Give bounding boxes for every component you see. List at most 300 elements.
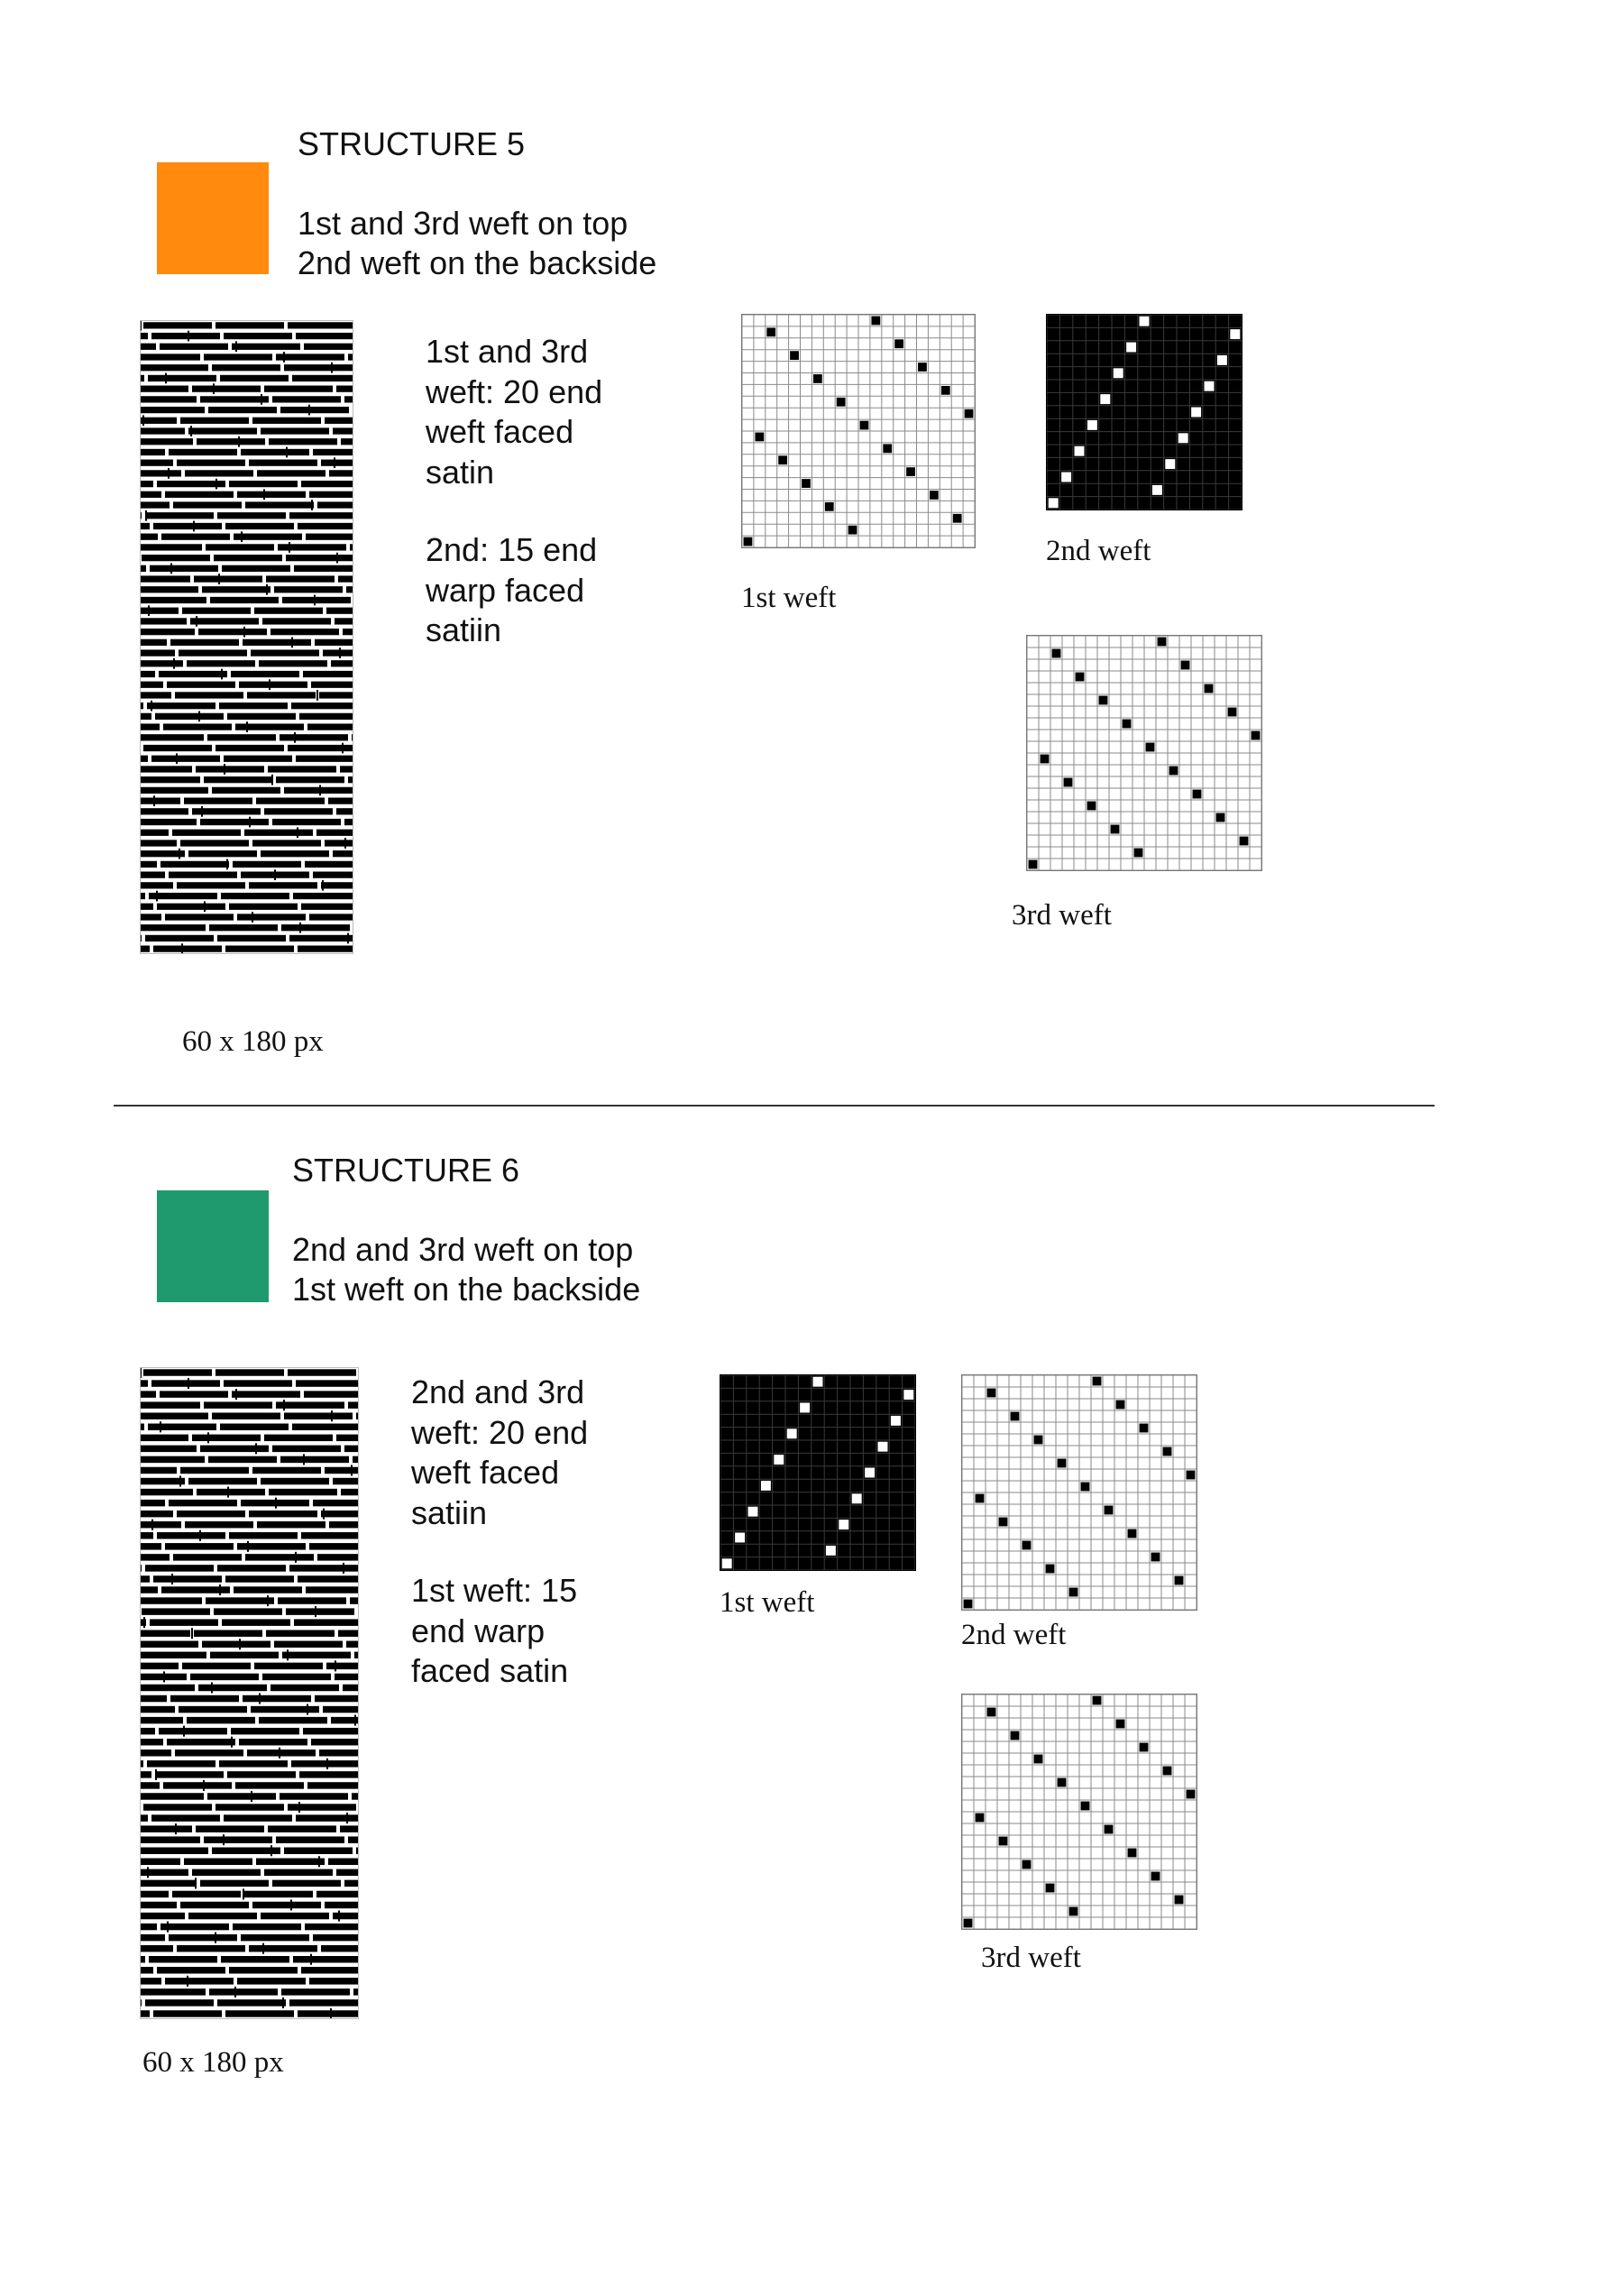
structure-6-simulation-weft-float [140,1988,206,1995]
structure-5-grid-2-background [1047,315,1242,510]
structure-6-simulation-weft-float [160,1924,229,1930]
structure-6-grid-1-interlacing-point [813,1377,823,1387]
structure-5-simulation-binding-tick [344,838,346,849]
structure-6-grid-3-interlacing-point [1163,1767,1172,1776]
structure-6-simulation-binding-tick [346,1813,348,1823]
structure-5-simulation-weft-float [344,396,353,402]
structure-5-simulation-binding-tick [314,595,316,606]
structure-5-simulation-binding-tick [297,827,298,838]
structure-6-simulation-weft-float [172,1891,241,1897]
structure-6-simulation-weft-float [321,1945,359,1952]
structure-5-simulation-weft-float [237,491,306,498]
structure-5-simulation-weft-float [268,766,336,772]
structure-5-simulation-weft-float [169,871,237,877]
structure-5-simulation-weft-float [140,766,192,772]
structure-5-simulation-weft-float [140,924,206,931]
structure-6-grid-2-interlacing-point [1140,1424,1149,1433]
structure-5-simulation-weft-float [140,787,208,794]
structure-5-simulation-weft-float [252,840,321,846]
structure-5-simulation-weft-float [335,618,353,624]
structure-6-simulation-weft-float [140,1489,193,1495]
structure-5-grid-3-interlacing-point [1169,767,1178,776]
structure-6-simulation-weft-float [251,1706,319,1713]
structure-5-simulation-weft-float [204,354,272,360]
structure-6-simulation-binding-tick [163,1671,165,1682]
structure-6-simulation-weft-float [140,1717,183,1723]
structure-5-simulation-weft-float [329,470,353,476]
structure-6-simulation-weft-float [261,1913,329,1919]
structure-6-simulation-binding-tick [203,1780,205,1791]
structure-5-grid-2-interlacing-point [1087,420,1097,430]
structure-6-simulation-binding-tick [318,1856,320,1867]
structure-5-simulation-weft-float [340,766,353,772]
structure-6-simulation-binding-tick [160,1421,161,1432]
structure-6-simulation-binding-tick [298,1802,300,1813]
structure-6-grid-3-interlacing-point [1175,1896,1184,1905]
structure-5-simulation-weft-float [293,893,353,899]
structure-6-simulation-weft-float [303,1728,359,1734]
structure-6-simulation-weft-float [289,1999,358,2006]
structure-6-simulation-weft-float [239,1739,307,1745]
structure-5-simulation-binding-tick [286,447,288,458]
structure-6-simulation-binding-tick [330,2008,332,2019]
structure-6-grid-1-interlacing-point [748,1507,758,1517]
structure-6-simulation-binding-tick [270,1845,272,1856]
structure-6-simulation-binding-tick [219,1584,221,1595]
structure-6-simulation-weft-float [243,1695,311,1702]
structure-6-simulation-weft-float [210,1652,279,1658]
structure-5-simulation-binding-tick [151,701,152,712]
structure-6-simulation-weft-float [288,1369,356,1375]
structure-5-simulation-weft-float [153,523,222,529]
structure-6-simulation-weft-float [187,1717,255,1723]
structure-5-simulation-weft-float [280,407,349,413]
structure-5-simulation-weft-float [299,713,353,720]
structure-6-simulation-binding-tick [188,1378,189,1389]
structure-6-simulation-weft-float [140,1543,161,1549]
structure-6-simulation-weft-float [333,1478,359,1484]
structure-6-simulation-weft-float [219,1760,288,1767]
structure-5-simulation-weft-float [179,649,247,656]
structure-6-simulation-binding-tick [183,1726,185,1737]
structure-5-simulation-weft-float [333,850,353,857]
structure-5-grid-1-interlacing-point [802,479,811,488]
structure-5-simulation-binding-tick [173,658,175,669]
structure-5-simulation-weft-float [140,682,163,688]
structure-5-simulation-binding-tick [319,785,321,796]
structure-6-simulation-weft-float [288,1804,356,1810]
structure-5-simulation-weft-float [220,375,289,381]
structure-6-simulation-weft-float [317,1554,359,1560]
structure-6-simulation-weft-float [280,1456,349,1463]
structure-6-grid-3-interlacing-point [1105,1825,1114,1834]
structure-5-simulation-weft-float [140,797,180,804]
structure-5-grid-2-interlacing-point [1075,446,1085,456]
structure-6-simulation-weft-float [200,1446,269,1452]
structure-5-simulation-weft-float [140,882,173,888]
structure-6-simulation-weft-float [225,1575,294,1582]
structure-6-simulation-binding-tick [343,1563,344,1574]
structure-6-simulation-weft-float [175,1750,243,1756]
structure-5-grid-3-interlacing-point [1052,649,1061,658]
structure-6-simulation-weft-float [292,1424,359,1430]
structure-5-simulation-binding-tick [274,869,276,880]
structure-6-simulation-weft-float [151,1380,220,1386]
structure-6-simulation-weft-float [206,1597,274,1603]
structure-5-simulation-weft-float [336,808,353,814]
structure-6-simulation-weft-float [280,1793,348,1799]
structure-5-simulation-binding-tick [311,500,313,510]
structure-6-simulation-weft-float [142,1608,210,1614]
structure-5-simulation-weft-float [165,914,234,920]
structure-6-simulation-weft-float [140,1478,185,1484]
structure-6-simulation-binding-tick [187,1976,188,1987]
structure-5-simulation-weft-float [264,808,333,814]
structure-5-simulation-weft-float [317,501,353,508]
structure-5-simulation-weft-float [165,491,234,498]
structure-6-simulation-weft-float [167,1739,235,1745]
structure-5-simulation-weft-float [225,946,294,952]
structure-6-simulation-weft-float [293,1956,359,1962]
structure-5-simulation-weft-float [140,491,161,498]
structure-6-simulation-weft-float [208,1456,277,1463]
structure-5-simulation-weft-float [245,501,314,508]
structure-6-simulation-binding-tick [199,1530,201,1541]
structure-5-simulation-binding-tick [283,352,285,363]
structure-6-simulation-binding-tick [282,1998,284,2008]
structure-6-simulation-weft-float [140,2010,150,2016]
structure-6-simulation-weft-float [192,1435,261,1441]
structure-6-simulation-weft-float [140,1652,206,1658]
structure-6-simulation-weft-float [352,1793,359,1799]
structure-5-simulation-weft-float [276,776,344,783]
structure-5-simulation-weft-float [307,723,353,730]
structure-5-simulation-weft-float [262,618,331,624]
structure-6-grid-1-interlacing-point [722,1558,732,1568]
structure-5-simulation-weft-float [280,734,348,740]
structure-5-grid-2-interlacing-point [1178,433,1188,443]
structure-6-simulation-weft-float [198,1685,267,1691]
structure-6-simulation-binding-tick [262,1943,264,1954]
structure-5-simulation-weft-float [140,776,200,783]
structure-6-simulation-weft-float [140,1597,202,1603]
structure-6-simulation-weft-float [233,1924,301,1930]
structure-5-simulation-binding-tick [153,795,155,806]
structure-5-simulation-weft-float [289,935,353,941]
structure-5-simulation-weft-float [143,745,212,751]
structure-6-simulation-weft-float [140,1825,192,1832]
structure-5-simulation-weft-float [180,418,249,424]
structure-5-simulation-binding-tick [221,669,223,680]
structure-6-simulation-weft-float [180,1467,249,1474]
structure-5-simulation-weft-float [140,713,151,720]
structure-6-simulation-binding-tick [287,1649,289,1660]
structure-5-simulation-weft-float [140,470,181,476]
structure-6-simulation-weft-float [264,1435,333,1441]
structure-6-grid-2-interlacing-point [1128,1529,1137,1538]
structure-6-grid-2-interlacing-point [1058,1459,1067,1468]
structure-6-caption-2nd-weft: 2nd weft [961,1619,1067,1651]
structure-5-simulation-weft-float [298,523,353,529]
structure-6-simulation-weft-float [140,1630,190,1636]
structure-6-simulation-weft-float [305,1924,359,1930]
structure-5-grid-1-interlacing-point [848,526,857,535]
structure-5-simulation-binding-tick [243,627,245,638]
structure-5-simulation-weft-float [306,534,353,540]
structure-6-grid-1-interlacing-point [826,1546,836,1556]
structure-5-simulation-background [140,320,353,954]
structure-5-simulation-weft-float [316,830,353,836]
structure-6-simulation-binding-tick [275,1498,277,1509]
structure-6-simulation-weft-float [237,1978,306,1984]
structure-6-simulation-weft-float [282,1652,351,1658]
structure-5-weave-simulation [140,320,353,954]
structure-5-simulation-binding-tick [170,563,172,574]
structure-5-simulation-weft-float [140,734,204,740]
structure-5-simulation-weft-float [187,660,255,666]
structure-5-simulation-binding-tick [181,943,183,954]
structure-5-simulation-weft-float [160,344,228,350]
structure-5-simulation-weft-float [284,787,353,794]
structure-6-simulation-weft-float [311,1739,359,1745]
structure-5-simulation-weft-float [209,924,278,931]
structure-6-simulation-weft-float [301,1967,359,1973]
structure-6-simulation-weft-float [348,1836,359,1842]
structure-6-simulation-binding-tick [283,1400,285,1410]
structure-5-simulation-weft-float [140,660,183,666]
structure-6-simulation-weft-float [147,1760,215,1767]
structure-5-simulation-weft-float [161,534,230,540]
structure-5-simulation-weft-float [234,534,302,540]
section-divider [114,1105,1435,1107]
structure-6-simulation-weft-float [276,1401,344,1408]
structure-5-simulation-weft-float [249,460,317,466]
structure-5-simulation-weft-float [208,407,277,413]
structure-5-simulation-binding-tick [294,732,296,743]
structure-6-grid-2-interlacing-point [1069,1588,1078,1597]
structure-6-simulation-weft-float [140,1586,158,1593]
structure-5-simulation-weft-float [288,322,353,328]
structure-5-simulation-weft-float [321,460,353,466]
structure-6-simulation-binding-tick [247,1541,249,1552]
structure-5-grid-1-interlacing-point [825,502,834,511]
structure-6-simulation-binding-tick [167,1922,169,1933]
structure-5-simulation-weft-float [286,555,353,561]
structure-6-simulation-weft-float [140,1575,150,1582]
structure-5-simulation-binding-tick [176,753,178,764]
structure-6-simulation-weft-float [343,1685,359,1691]
structure-6-grid-3-interlacing-point [1187,1790,1196,1799]
structure-5-simulation-binding-tick [238,436,240,447]
structure-5-grid-3-interlacing-point [1228,708,1237,717]
structure-6-title: STRUCTURE 6 [292,1152,520,1189]
structure-6-grid-1-interlacing-point [839,1520,848,1529]
structure-5-simulation-weft-float [296,333,353,339]
structure-5-simulation-weft-float [140,364,208,371]
structure-5-simulation-binding-tick [266,584,268,595]
structure-5-simulation-weft-float [140,344,156,350]
structure-6-simulation-weft-float [281,1988,350,1995]
structure-6-simulation-weft-float [315,1695,359,1702]
structure-5-simulation-weft-float [303,671,353,677]
structure-5-simulation-binding-tick [201,806,203,817]
structure-6-grid-3-interlacing-point [1011,1731,1020,1740]
structure-6-grid-1-interlacing-point [774,1455,784,1465]
structure-6-simulation-weft-float [235,1782,304,1788]
structure-5-simulation-weft-float [313,871,353,877]
structure-5-simulation-weft-float [252,418,321,424]
structure-5-simulation-weft-float [140,354,200,360]
structure-6-simulation-weft-float [143,1369,212,1375]
structure-6-simulation-binding-tick [303,1454,305,1465]
structure-5-grid-3-interlacing-point [1252,731,1261,740]
structure-5-grid-3-interlacing-point [1134,849,1143,858]
structure-5-simulation-weft-float [239,682,307,688]
structure-6-grid-1-interlacing-point [735,1533,745,1543]
structure-6-simulation-binding-tick [175,1823,177,1834]
structure-6-simulation-weft-float [321,1511,359,1517]
structure-5-simulation-binding-tick [196,616,197,627]
structure-6-grid-3-interlacing-point [1069,1907,1078,1916]
structure-5-simulation-weft-float [140,840,177,846]
structure-6-simulation-weft-float [261,1478,329,1484]
structure-5-simulation-binding-tick [342,743,344,754]
structure-5-grid-2-interlacing-point [1152,485,1162,495]
structure-6-grid-1-interlacing-point [865,1468,875,1478]
structure-5-grid-1-interlacing-point [965,409,974,418]
structure-6-simulation-weft-float [140,1782,160,1788]
structure-6-simulation-binding-tick [195,1878,197,1888]
structure-5-simulation-weft-float [241,449,309,455]
structure-5-simulation-weft-float [338,575,353,582]
structure-6-simulation-binding-tick [235,1389,237,1400]
structure-5-simulation-weft-float [143,322,212,328]
structure-6-simulation-weft-float [140,1880,197,1887]
structure-6-simulation-weft-float [336,1869,359,1876]
structure-5-simulation-binding-tick [336,553,338,564]
structure-5-simulation-binding-tick [252,912,253,923]
structure-5-simulation-weft-float [244,830,313,836]
structure-6-simulation-weft-float [200,1880,269,1887]
structure-6-simulation-weft-float [247,1750,316,1756]
structure-5-simulation-weft-float [172,830,241,836]
structure-5-simulation-weft-float [298,946,353,952]
structure-5-simulation-weft-float [140,544,202,550]
structure-5-simulation-binding-tick [331,363,333,373]
structure-6-simulation-binding-tick [279,1748,280,1759]
structure-5-grid-2-interlacing-point [1191,408,1201,418]
structure-5-grid-1-interlacing-point [930,491,939,500]
structure-6-grid-1-interlacing-point [852,1493,862,1503]
structure-5-simulation-weft-float [210,597,279,603]
structure-6-simulation-weft-float [232,1391,300,1397]
structure-6-simulation-weft-float [298,2010,359,2016]
structure-5-simulation-weft-float [140,597,206,603]
structure-5-simulation-binding-tick [316,690,318,701]
structure-5-caption-2nd-weft: 2nd weft [1046,535,1151,567]
structure-6-simulation-binding-tick [231,1737,233,1748]
structure-5-simulation-binding-tick [269,679,270,690]
structure-5-simulation-weft-float [196,766,264,772]
structure-6-simulation-weft-float [140,1695,167,1702]
structure-5-simulation-binding-tick [241,531,243,542]
structure-6-grid-2-interlacing-point [1116,1401,1125,1410]
structure-6-simulation-weft-float [155,1771,224,1777]
structure-6-simulation-binding-tick [243,1888,244,1899]
structure-6-simulation-weft-float [284,1412,353,1419]
structure-6-simulation-weft-float [153,2010,222,2016]
structure-5-grid-3-interlacing-point [1240,837,1249,846]
structure-5-simulation-weft-float [217,512,286,519]
structure-5-simulation-weft-float [235,723,304,730]
structure-6-simulation-weft-float [209,1988,278,1995]
structure-6-grid-3-interlacing-point [976,1814,985,1823]
structure-5-simulation-weft-float [292,375,353,381]
structure-6-grid-3-interlacing-point [1022,1860,1032,1869]
structure-6-simulation-weft-float [346,1641,359,1648]
structure-5-simulation-weft-float [140,904,153,910]
structure-5-simulation-binding-tick [289,542,290,553]
structure-6-simulation-weft-float [341,1489,359,1495]
structure-6-simulation-weft-float [323,1706,359,1713]
structure-6-simulation-weft-float [338,1630,359,1636]
structure-5-grid-1-interlacing-point [883,444,892,453]
structure-5-simulation-weft-float [231,671,299,677]
structure-5-grid-1-interlacing-point [906,467,915,476]
structure-6-description: 2nd and 3rd weft on top 1st weft on the backside [292,1231,641,1308]
structure-6-note-warp-faced: 1st weft: 15 end warp faced satin [411,1572,578,1689]
structure-5-grid-3-interlacing-point [1029,860,1038,869]
structure-6-simulation-weft-float [353,1456,359,1463]
structure-6-grid-3-interlacing-point [1093,1696,1102,1705]
structure-6-simulation-binding-tick [290,1899,292,1910]
structure-6-simulation-weft-float [140,1913,185,1919]
structure-6-grid-3-interlacing-point [999,1837,1008,1846]
structure-5-grid-1-interlacing-point [755,433,764,442]
structure-6-simulation-binding-tick [295,1552,297,1563]
structure-6-simulation-weft-float [224,1380,292,1386]
structure-6-simulation-weft-float [224,1814,292,1821]
structure-5-simulation-weft-float [140,819,197,825]
structure-5-simulation-binding-tick [156,891,158,902]
structure-6-simulation-binding-tick [259,1694,261,1704]
structure-5-grid-2-interlacing-point [1230,329,1240,339]
structure-6-simulation-weft-float [215,1804,284,1810]
structure-6-grid-3-interlacing-point [1058,1778,1067,1787]
structure-5-simulation-weft-float [212,787,280,794]
structure-6-grid-2-interlacing-point [1081,1483,1090,1492]
structure-6-grid-2-interlacing-point [1105,1506,1114,1515]
structure-6-simulation-weft-float [140,1641,198,1648]
structure-6-grid-2-interlacing-point [1187,1471,1196,1480]
structure-5-simulation-weft-float [227,713,296,720]
structure-6-simulation-binding-tick [338,1911,340,1922]
structure-5-simulation-binding-tick [190,426,192,436]
structure-5-simulation-weft-float [296,756,353,762]
structure-5-simulation-weft-float [304,344,353,350]
structure-5-simulation-binding-tick [148,605,150,616]
structure-5-size-label: 60 x 180 px [182,1025,324,1058]
structure-6-simulation-weft-float [140,1750,171,1756]
structure-5-simulation-weft-float [140,639,167,646]
structure-5-simulation-weft-float [151,756,220,762]
structure-5-simulation-weft-float [147,703,215,709]
structure-5-simulation-weft-float [232,344,300,350]
structure-6-simulation-weft-float [145,1565,214,1571]
structure-6-grid-1-interlacing-point [903,1390,913,1400]
structure-5-simulation-weft-float [140,914,161,920]
structure-5-simulation-weft-float [221,893,289,899]
